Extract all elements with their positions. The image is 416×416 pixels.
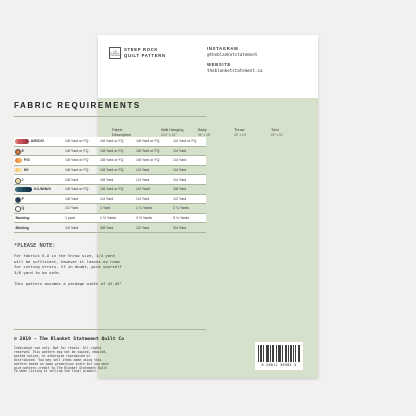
yardage-cell: 1/4 Yard	[136, 196, 150, 201]
fabric-swatch	[15, 206, 21, 212]
note-title: *PLEASE NOTE:	[14, 243, 56, 249]
yardage-cell: 1/8 Yard or FQ	[100, 148, 124, 153]
fabric-table	[14, 137, 206, 233]
table-row	[14, 214, 206, 224]
yardage-cell: 3/8 Yard	[100, 225, 114, 230]
table-row	[14, 175, 206, 185]
card-header	[98, 35, 318, 98]
yardage-cell: 1/4 Yard	[136, 167, 150, 172]
legal-notice: Individual use only. Not for resale. All rights reserved. This pattern may not be copied, emailed, posted online, or otherwise reproduced or distributed. You may sell items made using this pattern based on home production scale but you must give pattern credit to The Blanket Statement Quilt Co when listing or selling the final product.	[14, 346, 109, 374]
yardage-cell: 3 ½ Yards	[136, 215, 153, 220]
yardage-cell: 1/4 Yard	[65, 225, 79, 230]
yardage-cell: 1/2 Yard	[136, 225, 150, 230]
yardage-cell: 1/8 Yard or FQ	[65, 139, 89, 144]
yardage-cell: 1/4 Yard	[173, 177, 187, 182]
yardage-cell: 1/8 Yard or FQ	[65, 148, 89, 153]
yardage-cell: 3/4 Yard	[173, 225, 187, 230]
pattern-name-line2: QUILT PATTERN	[124, 53, 166, 58]
yardage-cell: 1/4 Yard	[173, 148, 187, 153]
yardage-cell: 1/4 Yard	[100, 196, 114, 201]
table-row	[14, 137, 206, 147]
contact-info	[207, 46, 262, 74]
barcode	[255, 342, 303, 370]
yardage-cell: 5 ¾ Yards	[173, 215, 190, 220]
table-row	[14, 223, 206, 233]
yardage-cell: 1/2 Yard	[173, 196, 187, 201]
note-line: for cutting errors. If in doubt, give yourself	[14, 264, 122, 269]
yardage-cell: 1 yard	[65, 215, 75, 220]
footer-divider	[14, 329, 206, 330]
yardage-cell: 3/8 Yard	[173, 187, 187, 192]
yardage-cell: 1/8 Yard	[65, 177, 79, 182]
table-row	[14, 147, 206, 157]
yardage-cell: 1 Yard	[100, 206, 111, 211]
fabric-label: F/G	[23, 158, 30, 163]
section-title: FABRIC REQUIREMENTS	[14, 101, 141, 110]
fabric-label: Q	[21, 206, 25, 211]
yardage-cell: 1 ½ Yards	[100, 215, 117, 220]
yardage-cell: 1/2 Yard	[65, 206, 79, 211]
website-url: theblanketstatement.ca	[207, 68, 263, 73]
note-line: 3/8 yard to be safe.	[14, 269, 61, 275]
col-header-throw: Throw 48" x 64"	[234, 128, 247, 137]
yardage-cell: 1/8 Yard or FQ	[65, 158, 89, 163]
fabric-label: P	[21, 196, 24, 201]
table-row	[14, 166, 206, 176]
col-header-fabric: Fabric Description	[112, 128, 131, 137]
yardage-cell: 1/8 Yard or FQ	[100, 167, 124, 172]
fabric-label: A/B/C/D	[30, 139, 44, 144]
yardage-cell: 1/8 Yard	[65, 196, 79, 201]
fabric-swatch	[18, 168, 21, 173]
fabric-label: K/L/M/N/O	[34, 187, 52, 192]
note-line: will be sufficient, however it leaves no room	[14, 258, 120, 264]
yardage-cell: 1/4 Yard	[173, 167, 187, 172]
title-divider	[14, 116, 206, 117]
instagram-label: INSTAGRAM	[207, 46, 239, 51]
instagram-handle: @theblanketstatement	[207, 52, 258, 57]
col-header-twin: Twin 69" x 91"	[271, 128, 284, 137]
fabric-label: J	[21, 177, 24, 182]
yardage-cell: 1/8 Yard or FQ	[65, 187, 89, 192]
table-row	[14, 195, 206, 205]
table-row	[14, 185, 206, 195]
yardage-cell: 1/4 Yard or FQ	[173, 139, 197, 144]
yardage-cell: 1/8 Yard or FQ	[100, 187, 124, 192]
yardage-cell: 1/8 Yard or FQ	[136, 158, 160, 163]
col-header-baby: Baby 36" x 48"	[198, 128, 211, 137]
fabric-label: Binding	[15, 225, 29, 230]
yardage-cell: 1/8 Yard or FQ	[65, 167, 89, 172]
fabric-swatch	[15, 178, 21, 184]
fabric-label: Backing	[15, 215, 30, 220]
yardage-width-note: This pattern assumes a yardage width of 42-45"	[14, 281, 122, 286]
table-row	[14, 156, 206, 166]
logo-text: THE BLANKET STATEMENT	[110, 51, 122, 57]
website-label: WEBSITE	[207, 62, 231, 67]
yardage-cell: 1/8 Yard or FQ	[100, 139, 124, 144]
fabric-swatch	[25, 139, 28, 144]
yardage-cell: 1/4 Yard	[173, 158, 187, 163]
fabric-swatch	[29, 187, 32, 192]
yardage-cell: 1 ⅞ Yards	[136, 206, 153, 211]
copyright: © 2019 - The Blanket Statement Quilt Co	[14, 337, 125, 342]
fabric-label: H/I	[23, 167, 29, 172]
fabric-swatch	[18, 158, 21, 163]
barcode-icon	[258, 345, 300, 362]
yardage-cell: 1/8 Yard or FQ	[136, 139, 160, 144]
yardage-cell: 1/4 Yard	[136, 177, 150, 182]
pattern-name	[124, 47, 166, 59]
note-line: For fabrics K-O in the throw size, 1/4 yard	[14, 253, 115, 258]
fabric-swatch	[15, 149, 21, 155]
fabric-label: E	[21, 148, 24, 153]
yardage-cell: 1/8 Yard or FQ	[136, 148, 160, 153]
col-header-wall-hanging: Wall Hanging 24.5" x 32"	[161, 128, 184, 137]
yardage-cell: 1/8 Yard or FQ	[100, 158, 124, 163]
fabric-swatch	[15, 197, 21, 203]
pattern-name-line1: STEEP ROCK	[124, 47, 159, 52]
yardage-cell: 1/4 Yard*	[136, 187, 151, 192]
barcode-number: 6 28011 36905 5	[261, 363, 297, 367]
table-row	[14, 204, 206, 214]
brand-logo	[109, 47, 121, 59]
yardage-cell: 1/8 Yard	[100, 177, 114, 182]
yardage-cell: 2 ⅞ Yards	[173, 206, 190, 211]
